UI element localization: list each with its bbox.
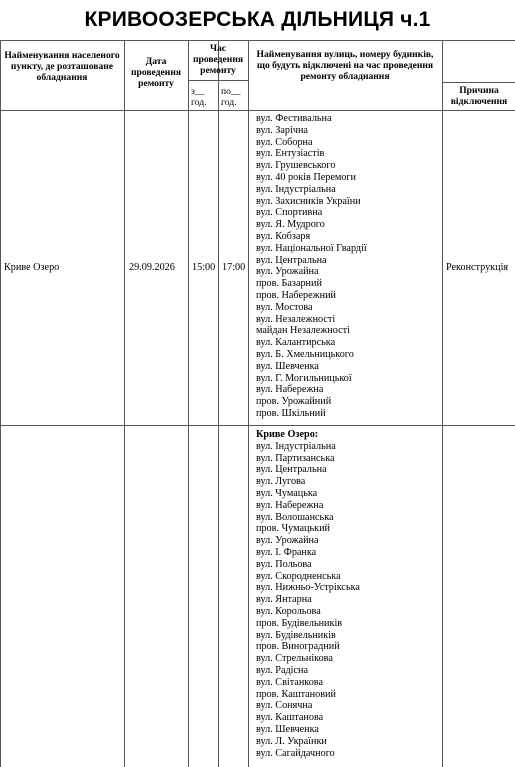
reason-header-divider: [442, 82, 515, 83]
row1-street-list: [256, 113, 367, 420]
row1-time-to: 17:00: [222, 262, 246, 273]
street-list-item: вул. Партизанська: [256, 452, 335, 464]
street-list-item: вул. Набережна: [256, 384, 324, 396]
outage-table: [0, 40, 515, 767]
street-list-item: вул. І. Франка: [256, 546, 317, 558]
street-list-item: вул. Соборна: [256, 136, 313, 148]
page-title: КРИВООЗЕРСЬКА ДІЛЬНИЦЯ ч.1: [84, 8, 431, 31]
street-list-item: вул. Скородненська: [256, 570, 341, 582]
header-reason: Причина відключення: [450, 85, 508, 108]
header-to: по__ год.: [221, 86, 241, 109]
header-settlement: Найменування населеного пункту, де розташоване обладнання: [4, 50, 120, 84]
column-divider: [124, 40, 125, 767]
street-list-item: вул. Б. Хмельницького: [256, 348, 354, 360]
street-list-item: вул. Янтарна: [256, 594, 312, 606]
street-list-heading: Криве Озеро:: [256, 429, 319, 440]
street-list-item: пров. Будівельників: [256, 617, 343, 629]
street-list-item: вул. Зарічна: [256, 124, 308, 136]
street-list-item: вул. Корольова: [256, 605, 321, 617]
street-list-item: вул. Чумацька: [256, 487, 318, 499]
row1-reason: Реконструкція: [446, 262, 509, 273]
street-list-item: вул. Сагайдачного: [256, 747, 335, 759]
street-list-item: вул. Індустріальна: [256, 440, 336, 452]
street-list-item: вул. Урожайна: [256, 266, 319, 278]
street-list-item: вул. Фестивальна: [256, 113, 332, 124]
column-divider: [218, 40, 219, 767]
street-list-item: вул. Польова: [256, 558, 312, 570]
street-list-item: пров. Набережний: [256, 289, 337, 301]
street-list-item: вул. Незалежності: [256, 313, 336, 325]
street-list-item: вул. Г. Могильницької: [256, 372, 352, 384]
street-list-item: пров. Шкільний: [256, 407, 326, 419]
row1-date: 29.09.2026: [129, 262, 175, 273]
street-list-item: пров. Каштановий: [256, 688, 336, 700]
header-date: Дата проведення ремонту: [130, 56, 182, 90]
street-list-item: вул. Ентузіастів: [256, 148, 325, 160]
street-list-item: вул. Світанкова: [256, 676, 323, 688]
street-list-item: вул. Мостова: [256, 301, 313, 313]
time-header-divider: [188, 80, 248, 81]
header-time: Час проведення ремонту: [192, 43, 244, 77]
row1-settlement: Криве Озеро: [4, 262, 60, 273]
street-list-item: пров. Урожайний: [256, 396, 332, 408]
street-list-item: вул. Стрельнікова: [256, 653, 333, 665]
column-divider: [188, 40, 189, 767]
street-list-item: вул. Сонячна: [256, 700, 313, 712]
row-divider: [0, 425, 515, 426]
street-list-item: вул. Індустріальна: [256, 183, 336, 195]
street-list-item: вул. Національної Гвардії: [256, 242, 367, 254]
street-list-item: пров. Чумацький: [256, 523, 330, 535]
street-list-item: вул. Кобзаря: [256, 230, 311, 242]
table-border-top: [0, 40, 515, 41]
street-list-item: вул. Центральна: [256, 254, 327, 266]
street-list-item: вул. Спортивна: [256, 207, 323, 219]
street-list-item: вул. Шевченка: [256, 723, 319, 735]
street-list-item: вул. Шевченка: [256, 360, 319, 372]
street-list-item: вул. Радісна: [256, 664, 308, 676]
street-list-item: вул. Лугова: [256, 476, 306, 488]
street-list-item: вул. Калантирська: [256, 337, 336, 349]
column-divider: [442, 40, 443, 767]
header-bottom-border: [0, 110, 515, 111]
row1-time-from: 15:00: [192, 262, 216, 273]
street-list-item: вул. Захисників України: [256, 195, 361, 207]
column-divider: [248, 40, 249, 767]
header-streets: Найменування вулиць, номеру будинків, що будуть відключені на час проведення ремонту обладнання: [256, 49, 434, 83]
header-from: з__ год.: [191, 86, 207, 109]
street-list-item: пров. Виноградний: [256, 641, 340, 653]
street-list-item: вул. Урожайна: [256, 535, 319, 547]
street-list-item: вул. Нижньо-Устрікська: [256, 582, 360, 594]
street-list-item: вул. 40 років Перемоги: [256, 171, 357, 183]
row2-street-list: [256, 429, 360, 759]
street-list-item: вул. Л. Українки: [256, 735, 327, 747]
street-list-item: майдан Незалежності: [256, 325, 350, 337]
street-list-item: вул. Набережна: [256, 499, 324, 511]
street-list-item: вул. Будівельників: [256, 629, 336, 641]
table-border-left: [0, 40, 1, 767]
street-list-item: вул. Грушевського: [256, 160, 336, 172]
street-list-item: пров. Базарний: [256, 278, 322, 290]
street-list-item: вул. Каштанова: [256, 712, 324, 724]
street-list-item: вул. Центральна: [256, 464, 327, 476]
street-list-item: вул. Я. Мудрого: [256, 219, 325, 231]
street-list-item: вул. Волошанська: [256, 511, 334, 523]
